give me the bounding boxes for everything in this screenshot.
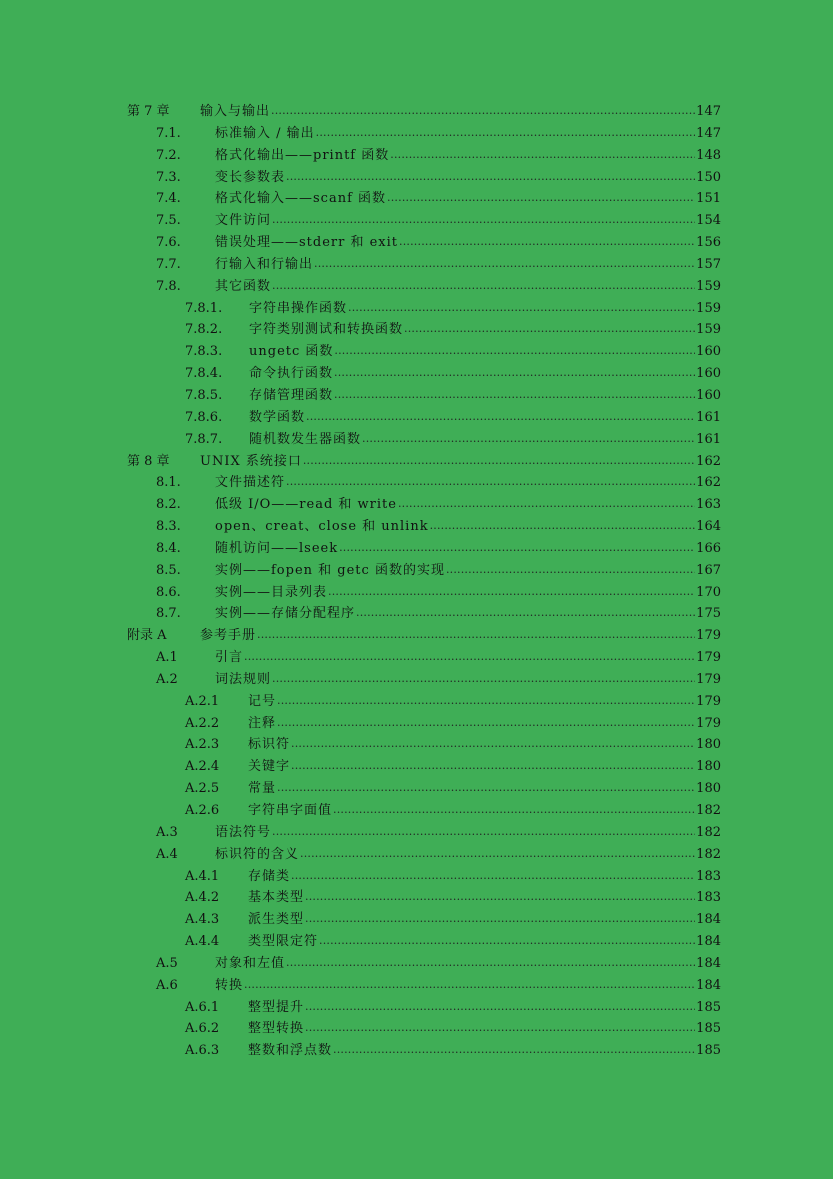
toc-dot-leader (339, 538, 695, 560)
toc-entry[interactable] (127, 887, 721, 909)
toc-entry[interactable] (127, 691, 721, 713)
toc-entry[interactable] (127, 123, 721, 145)
toc-entry-page: 157 (696, 256, 721, 272)
toc-entry-page: 185 (696, 1043, 721, 1059)
toc-entry-title: 低级 I/O——read 和 write (215, 497, 397, 513)
toc-entry-number: A.4.3 (185, 912, 220, 928)
toc-entry[interactable] (127, 472, 721, 494)
toc-entry[interactable] (127, 188, 721, 210)
toc-entry-page: 183 (696, 890, 721, 906)
toc-entry[interactable] (127, 647, 721, 669)
toc-entry-page: 179 (696, 715, 721, 731)
toc-entry[interactable] (127, 669, 721, 691)
toc-dot-leader (305, 909, 695, 931)
toc-dot-leader (314, 254, 695, 276)
toc-entry[interactable] (127, 494, 721, 516)
toc-entry-title: 文件描述符 (215, 475, 286, 491)
toc-entry-title: 数学函数 (249, 409, 306, 425)
toc-entry[interactable] (127, 298, 721, 320)
toc-dot-leader (404, 319, 695, 341)
toc-entry-page: 184 (696, 934, 721, 950)
toc-entry[interactable] (127, 953, 721, 975)
toc-entry-number: A.6.2 (185, 1021, 220, 1037)
toc-dot-leader (306, 407, 695, 429)
toc-entry-page: 147 (696, 125, 721, 141)
toc-entry[interactable] (127, 254, 721, 276)
toc-entry[interactable] (127, 516, 721, 538)
toc-entry-page: 148 (696, 147, 721, 163)
toc-dot-leader (286, 472, 695, 494)
toc-entry-title: 引言 (215, 650, 244, 666)
toc-entry[interactable] (127, 822, 721, 844)
toc-entry[interactable] (127, 800, 721, 822)
toc-entry-number: 8.4. (156, 540, 181, 556)
toc-entry-page: 166 (696, 540, 721, 556)
toc-entry-number: A.2 (156, 671, 178, 687)
toc-entry[interactable] (127, 625, 721, 647)
toc-entry-number: 7.8.7. (185, 431, 223, 447)
toc-entry-page: 147 (696, 104, 721, 119)
toc-entry-page: 160 (696, 366, 721, 382)
toc-entry[interactable] (127, 603, 721, 625)
toc-entry-number: 7.8.1. (185, 300, 223, 316)
toc-dot-leader (244, 975, 695, 997)
toc-entry-page: 179 (696, 693, 721, 709)
toc-entry[interactable] (127, 210, 721, 232)
toc-entry-page: 184 (696, 912, 721, 928)
toc-entry-number: 7.8.5. (185, 387, 223, 403)
toc-entry[interactable] (127, 276, 721, 298)
toc-entry-number: 7.6. (156, 235, 181, 251)
toc-dot-leader (334, 341, 695, 363)
toc-entry-title: 关键字 (248, 759, 291, 775)
toc-entry-title: 输入与输出 (200, 104, 271, 119)
toc-entry-number: 8.7. (156, 606, 181, 622)
toc-entry[interactable] (127, 232, 721, 254)
toc-entry-number: A.2.2 (185, 715, 220, 731)
toc-entry-title: 存储管理函数 (249, 387, 334, 403)
toc-entry[interactable] (127, 844, 721, 866)
toc-entry-page: 163 (696, 497, 721, 513)
toc-entry-title: 基本类型 (248, 890, 305, 906)
toc-entry-page: 167 (696, 562, 721, 578)
toc-entry-title: 格式化输入——scanf 函数 (215, 191, 387, 207)
toc-entry-number: 7.8.6. (185, 409, 223, 425)
toc-entry[interactable] (127, 1040, 721, 1062)
toc-dot-leader (300, 844, 695, 866)
toc-entry-number: A.2.3 (185, 737, 220, 753)
toc-entry[interactable] (127, 909, 721, 931)
toc-entry-title: 转换 (215, 977, 244, 993)
toc-entry-page: 182 (696, 803, 721, 818)
toc-entry-page: 184 (696, 977, 721, 993)
toc-entry-number: 7.8.4. (185, 366, 223, 382)
toc-entry-number: 7.2. (156, 147, 181, 163)
toc-dot-leader (291, 756, 695, 778)
toc-entry[interactable] (127, 385, 721, 407)
toc-entry-title: 标准输入 / 输出 (215, 125, 315, 141)
toc-dot-leader (362, 429, 695, 451)
toc-entry-number: 第 8 章 (127, 453, 170, 469)
table-of-contents (127, 101, 721, 1062)
toc-entry-number: 8.2. (156, 497, 181, 513)
toc-dot-leader (272, 210, 695, 232)
toc-entry-number: 7.5. (156, 213, 181, 229)
toc-entry-title: 错误处理——stderr 和 exit (215, 235, 399, 251)
toc-dot-leader (356, 603, 695, 625)
toc-entry-number: A.4.2 (185, 890, 220, 906)
toc-entry[interactable] (127, 538, 721, 560)
toc-entry-page: 180 (696, 781, 721, 797)
toc-entry-title: 记号 (248, 693, 277, 709)
toc-entry-title: 文件访问 (215, 213, 272, 229)
toc-entry-page: 154 (696, 213, 721, 229)
toc-entry-number: 7.8.3. (185, 344, 223, 360)
toc-dot-leader (257, 625, 695, 647)
toc-entry-number: A.4 (156, 846, 178, 862)
toc-entry-number: 7.4. (156, 191, 181, 207)
toc-entry[interactable] (127, 560, 721, 582)
toc-entry-title: 类型限定符 (248, 934, 319, 950)
toc-entry-title: 标识符 (248, 737, 291, 753)
toc-entry-title: 字符串字面值 (248, 803, 333, 818)
toc-entry-title: 对象和左值 (215, 955, 286, 971)
toc-entry[interactable] (127, 145, 721, 167)
toc-dot-leader (272, 276, 695, 298)
toc-dot-leader (303, 451, 695, 473)
toc-dot-leader (305, 997, 695, 1019)
toc-entry-page: 179 (696, 671, 721, 687)
toc-entry-page: 159 (696, 278, 721, 294)
toc-entry-page: 159 (696, 300, 721, 316)
toc-entry-number: 8.6. (156, 584, 181, 600)
toc-entry-title: UNIX 系统接口 (200, 453, 302, 469)
toc-dot-leader (328, 582, 695, 604)
toc-dot-leader (244, 647, 695, 669)
toc-entry[interactable] (127, 101, 721, 123)
toc-entry-number: 第 7 章 (127, 104, 170, 119)
toc-entry[interactable] (127, 407, 721, 429)
toc-entry-page: 179 (696, 628, 721, 644)
toc-entry-page: 151 (696, 191, 721, 207)
toc-dot-leader (399, 232, 695, 254)
toc-dot-leader (291, 734, 695, 756)
toc-entry-title: 整数和浮点数 (248, 1043, 333, 1059)
toc-entry-page: 160 (696, 387, 721, 403)
toc-entry-page: 150 (696, 169, 721, 185)
toc-entry-title: 整型转换 (248, 1021, 305, 1037)
toc-entry[interactable] (127, 931, 721, 953)
toc-dot-leader (446, 560, 695, 582)
toc-entry[interactable] (127, 997, 721, 1019)
toc-entry-title: 实例——目录列表 (215, 584, 328, 600)
toc-entry-title: 格式化输出——printf 函数 (215, 147, 390, 163)
toc-entry-number: A.2.4 (185, 759, 220, 775)
toc-entry-number: 7.3. (156, 169, 181, 185)
toc-entry[interactable] (127, 582, 721, 604)
toc-entry-title: 其它函数 (215, 278, 272, 294)
toc-entry-page: 185 (696, 999, 721, 1015)
toc-entry-title: 行输入和行输出 (215, 256, 314, 272)
toc-entry-number: A.6.1 (185, 999, 220, 1015)
toc-entry-page: 161 (696, 409, 721, 425)
toc-entry[interactable] (127, 778, 721, 800)
toc-entry-number: A.2.5 (185, 781, 220, 797)
toc-entry-page: 180 (696, 737, 721, 753)
toc-dot-leader (305, 1018, 695, 1040)
toc-entry-title: 随机访问——lseek (215, 540, 339, 556)
toc-entry[interactable] (127, 734, 721, 756)
toc-entry-title: 注释 (248, 715, 277, 731)
toc-dot-leader (272, 669, 695, 691)
toc-dot-leader (271, 101, 695, 123)
toc-entry-title: open、creat、close 和 unlink (215, 519, 429, 535)
toc-entry-number: A.1 (156, 650, 178, 666)
toc-dot-leader (319, 931, 695, 953)
toc-entry-page: 182 (696, 824, 721, 840)
toc-entry-title: 实例——存储分配程序 (215, 606, 356, 622)
toc-entry-page: 162 (696, 475, 721, 491)
toc-entry-number: A.6.3 (185, 1043, 220, 1059)
toc-entry[interactable] (127, 866, 721, 888)
toc-entry-title: 存储类 (248, 868, 291, 884)
toc-dot-leader (333, 800, 695, 822)
toc-entry-number: 7.1. (156, 125, 181, 141)
toc-entry-number: 7.7. (156, 256, 181, 272)
toc-entry-title: 变长参数表 (215, 169, 286, 185)
toc-dot-leader (390, 145, 695, 167)
toc-dot-leader (333, 1040, 695, 1062)
toc-entry-title: 标识符的含义 (215, 846, 300, 862)
toc-entry-number: 7.8. (156, 278, 181, 294)
toc-entry[interactable] (127, 341, 721, 363)
toc-entry-page: 182 (696, 846, 721, 862)
toc-entry-title: 参考手册 (200, 628, 257, 644)
toc-entry-page: 184 (696, 955, 721, 971)
toc-entry[interactable] (127, 363, 721, 385)
toc-entry-title: 命令执行函数 (249, 366, 334, 382)
toc-entry-page: 161 (696, 431, 721, 447)
toc-entry-number: 7.8.2. (185, 322, 223, 338)
toc-entry-title: 派生类型 (248, 912, 305, 928)
toc-dot-leader (286, 167, 695, 189)
toc-entry[interactable] (127, 756, 721, 778)
toc-entry-title: 常量 (248, 781, 277, 797)
toc-entry-page: 179 (696, 650, 721, 666)
toc-entry-number: A.2.6 (185, 803, 220, 818)
toc-entry-title: 实例——fopen 和 getc 函数的实现 (215, 562, 445, 578)
toc-entry-title: ungetc 函数 (249, 344, 334, 360)
toc-entry[interactable] (127, 167, 721, 189)
toc-dot-leader (334, 385, 695, 407)
toc-entry-number: 8.5. (156, 562, 181, 578)
toc-dot-leader (398, 494, 695, 516)
toc-entry-number: A.4.4 (185, 934, 220, 950)
toc-entry-number: A.3 (156, 824, 178, 840)
toc-entry-page: 183 (696, 868, 721, 884)
toc-entry-number: 8.1. (156, 475, 181, 491)
toc-entry-page: 156 (696, 235, 721, 251)
toc-dot-leader (387, 188, 695, 210)
toc-dot-leader (316, 123, 696, 145)
toc-entry-page: 160 (696, 344, 721, 360)
toc-dot-leader (291, 866, 695, 888)
toc-entry-page: 164 (696, 519, 721, 535)
toc-entry[interactable] (127, 1018, 721, 1040)
toc-entry-page: 180 (696, 759, 721, 775)
toc-entry-number: A.6 (156, 977, 178, 993)
toc-entry[interactable] (127, 319, 721, 341)
toc-dot-leader (305, 887, 695, 909)
toc-entry-page: 185 (696, 1021, 721, 1037)
toc-dot-leader (277, 691, 695, 713)
toc-entry[interactable] (127, 429, 721, 451)
toc-entry-title: 整型提升 (248, 999, 305, 1015)
toc-entry-title: 字符串操作函数 (249, 300, 348, 316)
toc-entry-number: 8.3. (156, 519, 181, 535)
toc-dot-leader (348, 298, 695, 320)
toc-entry[interactable] (127, 713, 721, 735)
toc-entry-number: A.4.1 (185, 868, 220, 884)
toc-dot-leader (430, 516, 696, 538)
toc-entry-page: 170 (696, 584, 721, 600)
toc-entry-page: 159 (696, 322, 721, 338)
toc-entry-page: 175 (696, 606, 721, 622)
toc-entry-page: 162 (696, 453, 721, 469)
toc-entry-number: A.5 (156, 955, 178, 971)
toc-dot-leader (277, 713, 695, 735)
toc-entry-number: 附录 A (127, 628, 167, 644)
toc-dot-leader (334, 363, 695, 385)
toc-dot-leader (286, 953, 695, 975)
toc-entry[interactable] (127, 451, 721, 473)
toc-entry-title: 字符类别测试和转换函数 (249, 322, 404, 338)
toc-dot-leader (272, 822, 695, 844)
toc-entry-title: 词法规则 (215, 671, 272, 687)
toc-entry[interactable] (127, 975, 721, 997)
toc-entry-title: 随机数发生器函数 (249, 431, 362, 447)
toc-entry-number: A.2.1 (185, 693, 220, 709)
toc-entry-title: 语法符号 (215, 824, 272, 840)
toc-dot-leader (277, 778, 695, 800)
